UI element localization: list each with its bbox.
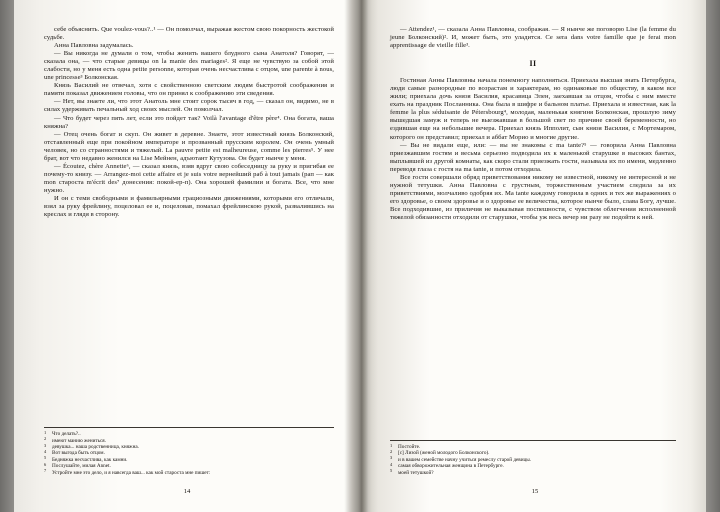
book-edge-left bbox=[0, 0, 14, 512]
paragraph: Гостиная Анны Павловны начала понемногу наполняться. Приехала высшая знать Петербурга, люди самые разнородные по возрастам и характерам, но одинаковые по обществу, в каком все жили; приехала дочь князя Василия, красавица Элен, заехавшая за отцом, чтобы с ним вместе ехать на праздник Посланника. Она была в шифре и бальном платье. Приехала и известная, как la femme la plus séduisante de Pétersbourg⁴, молодая, маленькая княгиня Болконская, прошлую зиму вышедшая замуж и теперь не выезжавшая в большой свет по причине своей беременности, но ездившая еще на небольшие вечера. Приехал князь Ипполит, сын князя Василия, с Мортемаром, которого он представил; приехал и аббат Морио и многие другие. bbox=[390, 77, 676, 141]
paragraph: — Écoutez, chère Annette⁶, — сказал князь, взяв вдруг свою собеседницу за руку и пригибая ее почему-то книзу. — Arrangez-moi cette affaire et je suis votre вернейший раб à tout jamais (рап — как mon староста m'écrit des⁷ донесения: покой-ер-п). Она хорошей фамилии и богата. Все, что мне нужно. bbox=[44, 162, 334, 194]
footnote: Послушайте, милая Annet. bbox=[52, 463, 111, 470]
paragraph: — Вы не видали еще, или: — вы не знакомы с ma tante?⁵ — говорила Анна Павловна приезжавшим гостям и весьма серьезно подводила их к маленькой старушке в высоких бантах, выплывшей из другой комнаты, как скоро стали приезжать гости, называла их по имени, медленно переводя глаза с гостя на ma tante, и потом отходила. bbox=[390, 141, 676, 173]
footnote: девушка... наша родственница, княжна. bbox=[52, 443, 140, 450]
footnote: Вот выгода быть отцом. bbox=[52, 450, 105, 457]
footnotes-right bbox=[390, 440, 676, 476]
chapter-number: II bbox=[529, 59, 537, 69]
page-right bbox=[364, 0, 706, 512]
page-number-right: 15 bbox=[531, 488, 539, 495]
paragraph: Все гости совершали обряд приветствования никому не известной, никому не интересной и не нужной тетушки. Анна Павловна с грустным, торжественным участием следила за их приветствиями, молчаливо одобряя их. Ma tante каждому говорила в одних и тех же выражениях о его здоровье, о своем здоровье и о здоровье ее величества, которое нынче было, слава Богу, лучше. Все подходившие, из приличия не выказывая поспешности, с чувством облегчения исполненной тяжелой обязанности отходили от старушки, чтобы уж весь вечер ни разу не подойти к ней. bbox=[390, 173, 676, 221]
footnote: Постойте. bbox=[398, 443, 421, 450]
footnote: моей тетушкой? bbox=[398, 469, 434, 476]
paragraph: себе объяснить. Que voulez-vous?..¹ — Он помолчал, выражая жестом свою покорность жестокой судьбе. bbox=[44, 26, 334, 42]
page-left bbox=[14, 0, 360, 512]
footnote: и в вашем семействе начну учиться ремеслу старой девицы. bbox=[398, 456, 532, 463]
paragraph: — Вы никогда не думали о том, чтобы женить вашего блудного сына Анатоля? Говорят, — сказала она, — что старые девицы on la manie des mariages². Я еще не чувствую за собой этой слабости, но у меня есть одна petite personne, которая очень несчастлива с отцом, une parente à nous, une princesse³ Болконская. bbox=[44, 50, 334, 82]
footnote: Что делать?.. bbox=[52, 431, 81, 438]
paragraph: Князь Василий не отвечал, хотя с свойственною светским людям быстротой соображения и памяти показал движением головы, что он принял к соображению эти сведения. bbox=[44, 82, 334, 98]
paragraph: — Attendez¹, — сказала Анна Павловна, соображая. — Я нынче же поговорю Lise (la femme du jeune Болконский)². И, может быть, это уладится. Ce sera dans votre famille que je ferai mon apprentissage de vieille fille³. bbox=[390, 26, 676, 50]
footnote: Устройте мне это дело, и я навсегда ваш... как мой староста мне пишет: bbox=[52, 469, 211, 476]
paragraph: — Отец очень богат и скуп. Он живет в деревне. Знаете, этот известный князь Болконский, отставленный еще при покойном императоре и прозванный прусским королем. Он очень умный человек, но со странностями и тяжелый. La pauvre petite est malheureuse, comme les pierres⁵. У нее брат, вот что недавно женился на Lise Мейнен, адъютант Кутузова. Он будет нынче у меня. bbox=[44, 130, 334, 162]
paragraph: — Что будет через пять лет, если это пойдет так? Voilà l'avantage d'être père⁴. Она богата, ваша княжна? bbox=[44, 114, 334, 130]
paragraph: И он с теми свободными и фамильярными грациозными движениями, которыми его отличали, взял за руку фрейлину, поцеловал ее и, поцеловав, помахал фрейлинскою рукой, развалившись на креслах и глядя в сторону. bbox=[44, 194, 334, 219]
footnotes-left bbox=[44, 427, 334, 476]
book-edge-right bbox=[706, 0, 720, 512]
footnote: Бедняжка несчастлива, как камни. bbox=[52, 456, 128, 463]
paragraph: Анна Павловна задумалась. bbox=[54, 42, 134, 50]
footnote: самая обворожительная женщина в Петербурге. bbox=[398, 463, 504, 470]
footnote: [с] Лизой (женой молодого Болконского). bbox=[398, 450, 490, 457]
page-number-left: 14 bbox=[183, 488, 191, 495]
page-right-body bbox=[390, 26, 676, 222]
page-left-body bbox=[44, 26, 334, 219]
footnote: имеют манию жениться. bbox=[52, 437, 106, 444]
paragraph: — Нет, вы знаете ли, что этот Анатоль мне стоит сорок тысяч в год, — сказал он, видимо, не в силах удерживать печальный ход своих мыслей. Он помолчал. bbox=[44, 98, 334, 114]
